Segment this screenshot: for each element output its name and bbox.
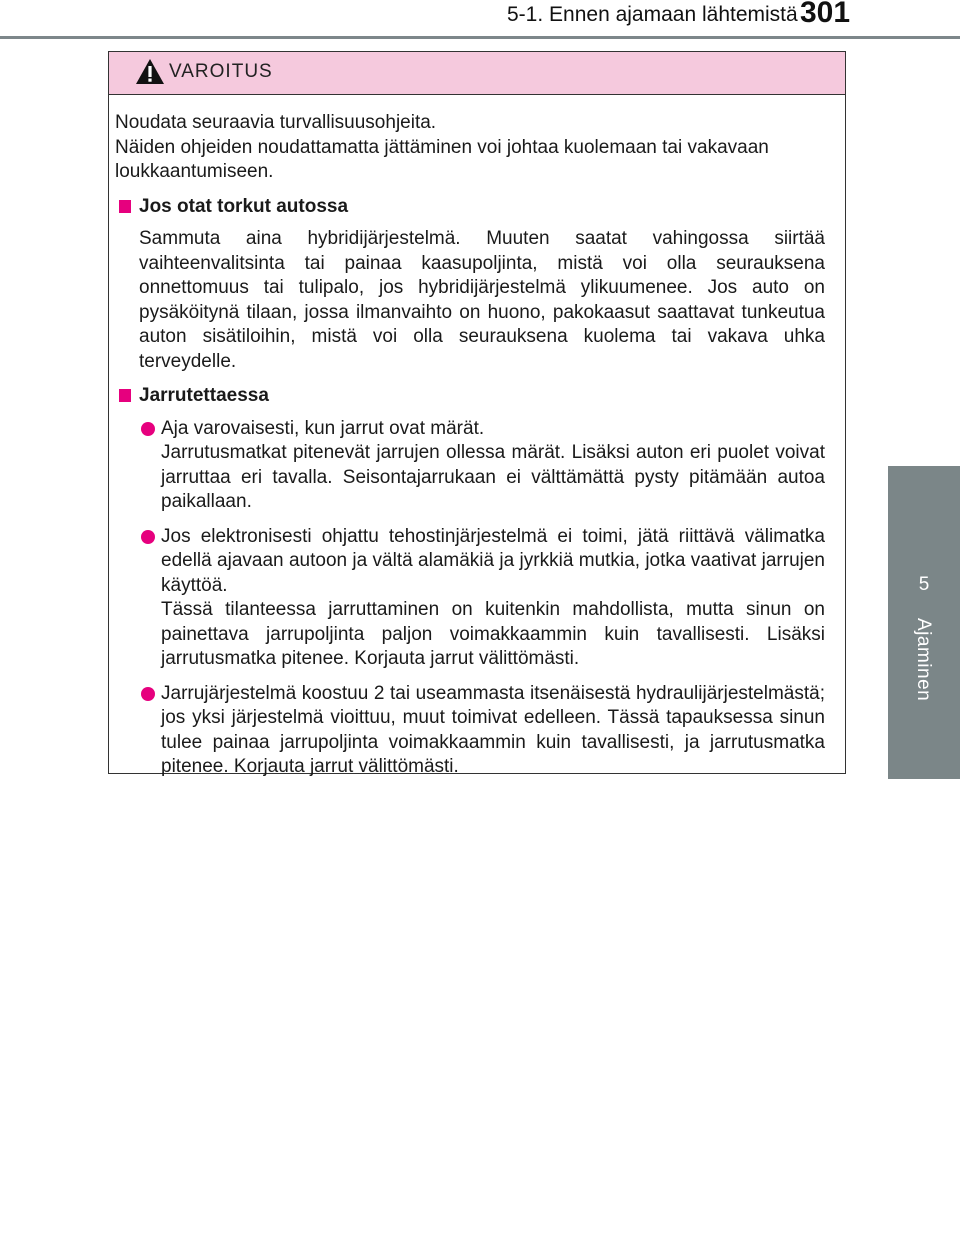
intro [115,111,825,185]
list-item [139,525,825,672]
dot-bullet-icon [141,422,155,436]
square-bullet-icon [119,200,131,213]
section-title: 5-1. Ennen ajamaan lähtemistä [507,3,798,26]
section-heading [115,195,825,220]
list-item [139,417,825,515]
list-item-line: Jarrujärjestelmä koostuu 2 tai useammasta itsenäisestä hydraulijärjestelmästä; jos yksi järjestelmä vioittuu, muut toimivat edelleen. Tässä tapauksessa sinun tulee painaa jarrupoljinta voimakkaammin kuin tavallisesti, ja jarrutusmatka pitenee. Korjauta jarrut välittömästi. [161,682,825,777]
section-heading-text: Jos otat torkut autossa [139,195,349,217]
dot-bullet-icon [141,530,155,544]
list-item-line: Tässä tilanteessa jarruttaminen on kuitenkin mahdollista, mutta sinun on painettava jarrupoljinta paljon voimakkaammin kuin tavallisesti. Lisäksi jarrutusmatka pitenee. Korjauta jarrut välittömästi. [161,599,825,669]
square-bullet-icon [119,389,131,402]
warning-triangle-icon [135,58,165,91]
dot-bullet-icon [141,687,155,701]
warning-label: VAROITUS [169,61,273,82]
chapter-tab [888,466,960,779]
warning-body [109,95,845,780]
list-item [139,682,825,780]
section-heading-text: Jarrutettaessa [139,385,269,406]
list-item-line: Jarrutusmatkat pitenevät jarrujen ollessa märät. Lisäksi auton eri puolet voivat jarruttaa eri tavalla. Seisontajarrukaan ei välttämättä pysty pitämään autoa paikallaan. [161,442,825,512]
chapter-number: 5 [918,574,930,595]
section-braking [115,384,825,780]
list-item-line: Jos elektronisesti ohjattu tehostinjärjestelmä ei toimi, jätä riittävä välimatka edellä ajavaan autoon ja vältä alamäkiä ja jyrkkiä mutkia, jotka vaativat jarrujen käyttöä. [161,525,825,596]
chapter-label: Ajaminen [913,618,934,702]
intro-line: Noudata seuraavia turvallisuusohjeita. [115,112,437,133]
page-header [0,0,960,44]
intro-line: Näiden ohjeiden noudattamatta jättäminen voi johtaa kuolemaan tai vakavaan loukkaantumiseen. [115,136,769,182]
warning-box [108,51,846,777]
page-number: 301 [800,0,851,29]
section-naps [115,195,825,375]
section-paragraph: Sammuta aina hybridijärjestelmä. Muuten saatat vahingossa siirtää vaihteenvalitsinta tai painaa kaasupoljinta, mistä voi olla seurauksena onnettomuus tai tulipalo, jos hybridijärjestelmä ylikuumenee. Jos auto on pysäköitynä tilaan, jossa ilmanvaihto on huono, pakokaasut saattavat tunkeutua auton sisätiloihin, mistä voi olla seurauksena kuolema tai vakava uhka terveydelle. [139,228,825,372]
section-heading [115,384,825,409]
header-rule [0,36,960,39]
warning-header [109,52,845,95]
list-item-line: Aja varovaisesti, kun jarrut ovat märät. [161,417,485,439]
